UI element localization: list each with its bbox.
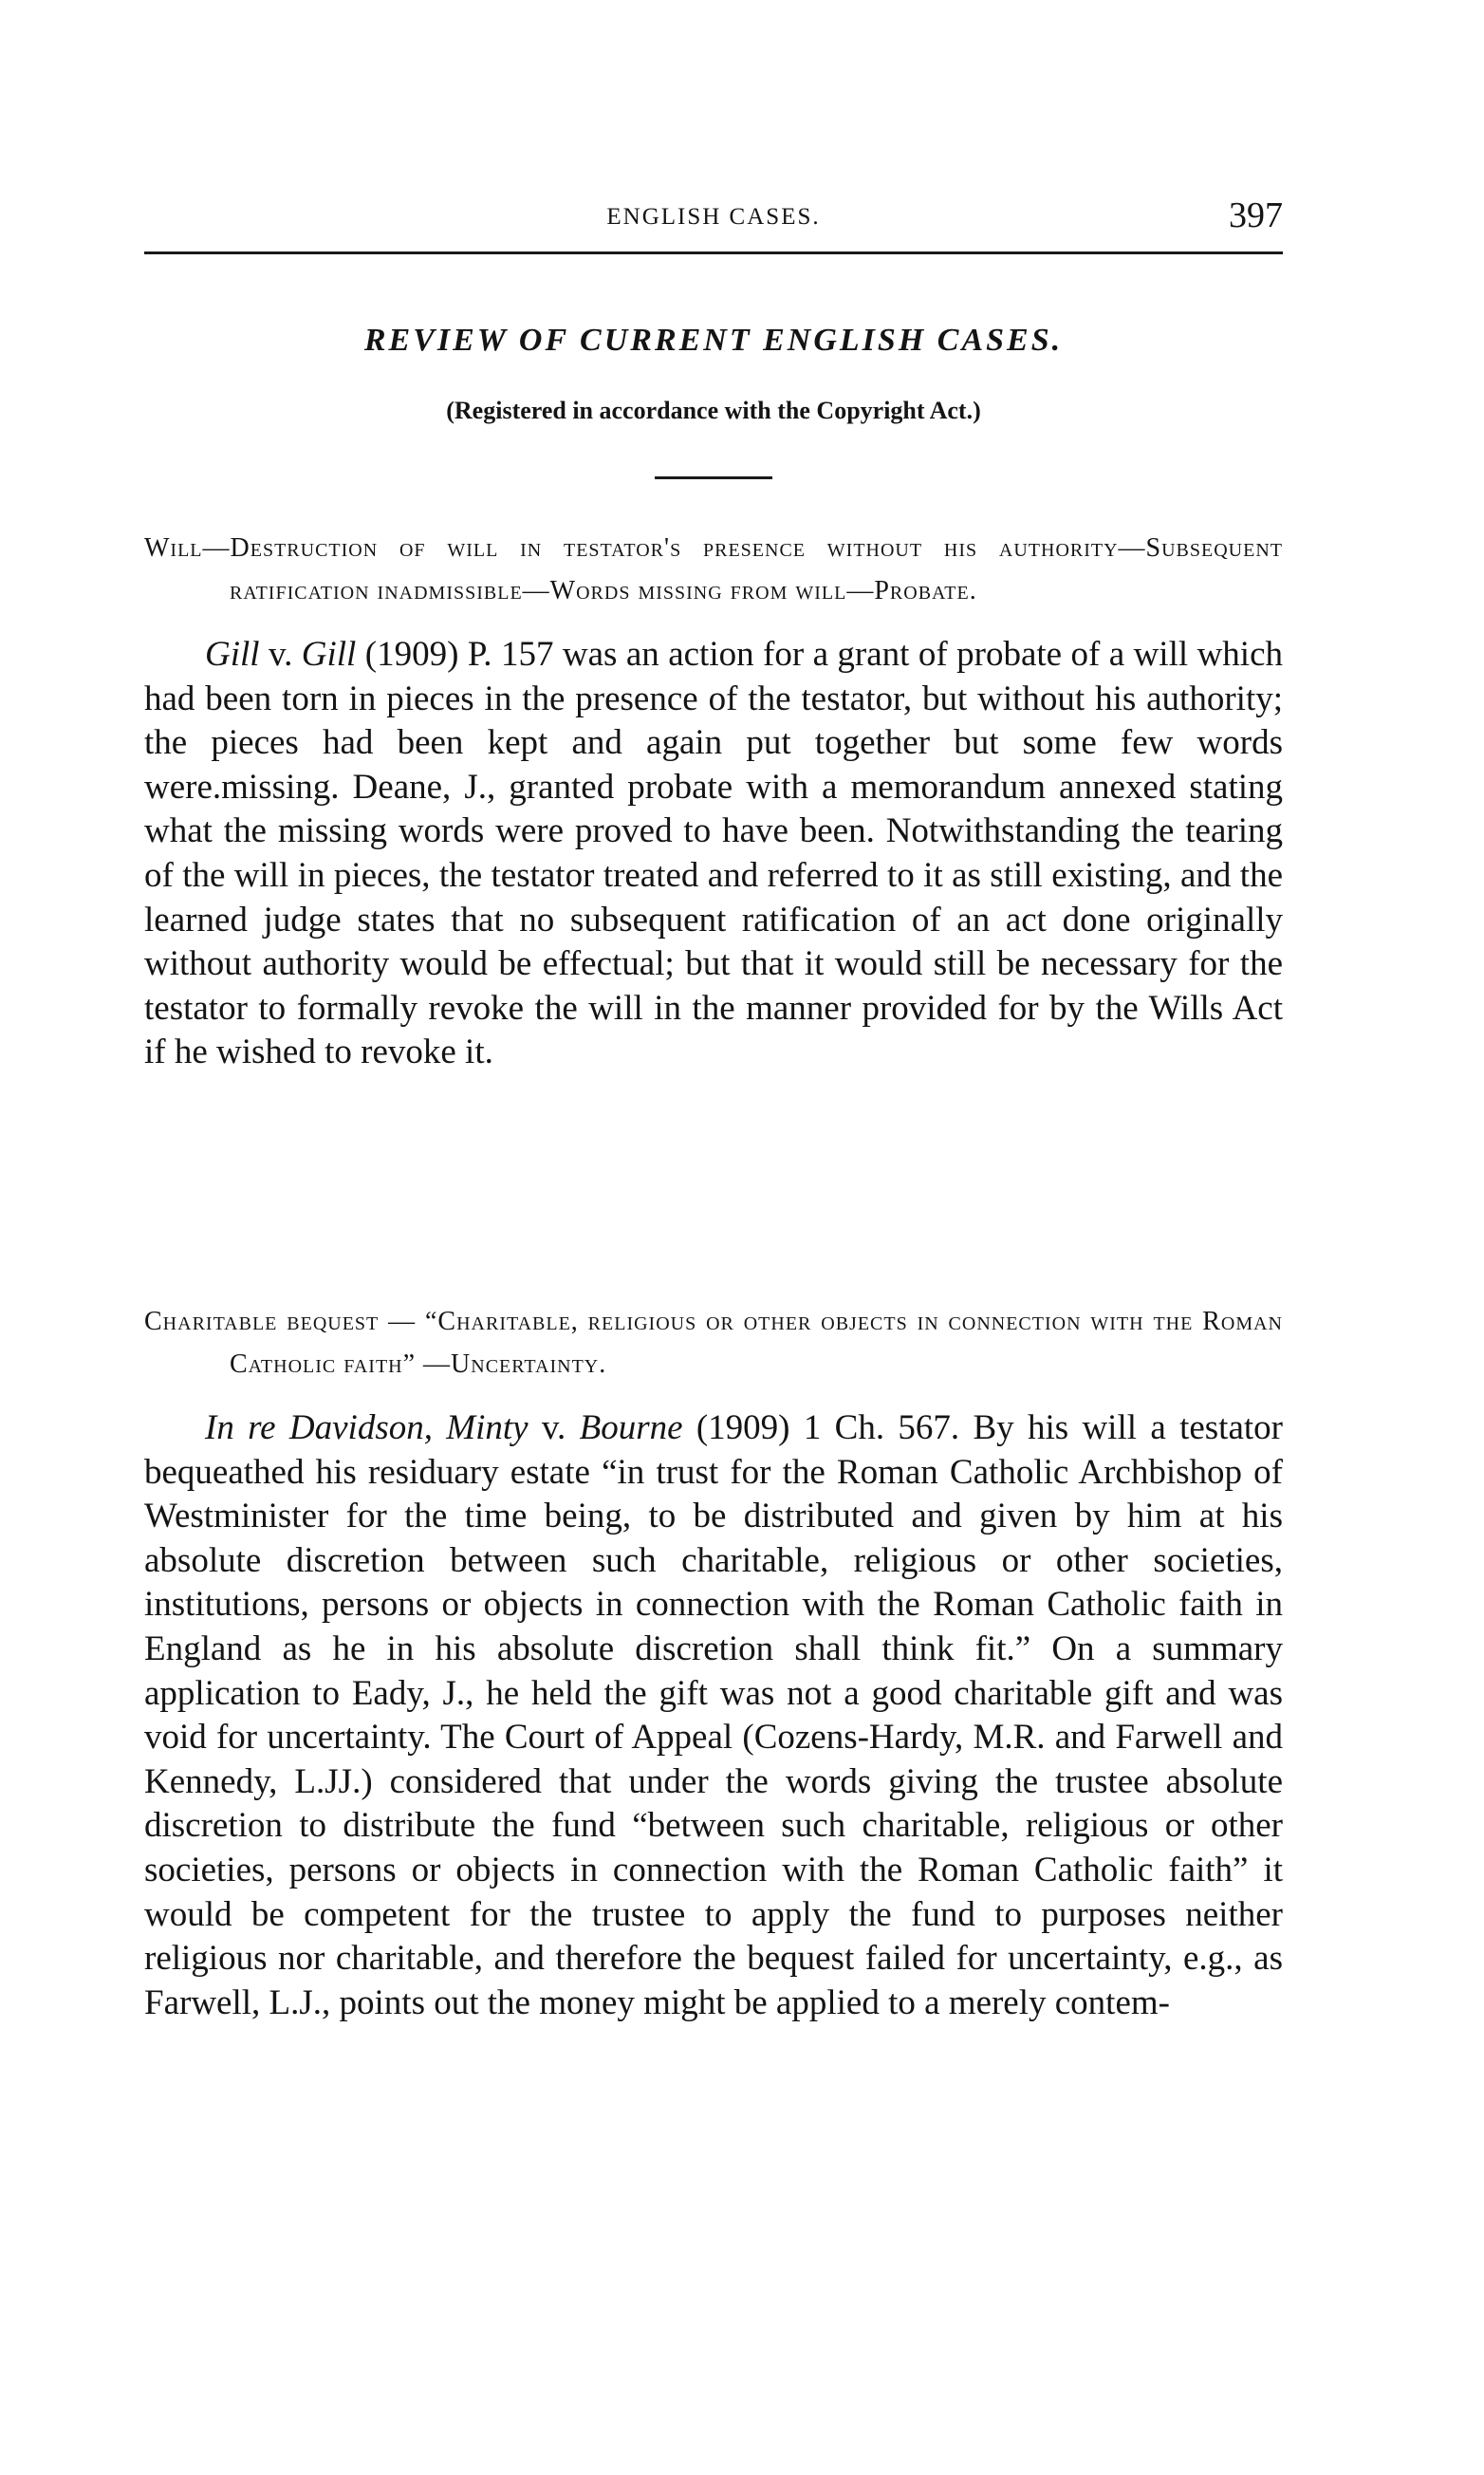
- running-title: ENGLISH CASES.: [606, 204, 821, 230]
- review-title: REVIEW OF CURRENT ENGLISH CASES.: [363, 323, 1064, 358]
- running-head: [144, 195, 1283, 242]
- case-section-1: [144, 527, 1283, 1075]
- case-name: Bourne: [579, 1408, 683, 1447]
- review-subtitle: (Registered in accordance with the Copyright Act.): [446, 397, 981, 424]
- case-versus: v.: [528, 1408, 580, 1447]
- document-page: [144, 0, 1283, 2475]
- case-text: (1909) 1 Ch. 567. By his will a testator bequeathed his residuary estate “in trust for the Roman Catholic Archbishop of Westminister for the time being, to be distributed and given by him at his absolute discretion between such charitable, religious or other societies, institutions, persons or objects in connection with the Roman Catholic faith in England as he in his absolute discretion shall think fit.” On a summary application to Eady, J., he held the gift was not a good charitable gift and was void for uncertainty. The Court of Appeal (Cozens-Hardy, M.R. and Farwell and Kennedy, L.JJ.) considered that under the words giving the trustee absolute discretion to distribute the fund “between such charitable, religious or other societies, persons or objects in connection with the Roman Catholic faith” it would be competent for the trustee to apply the fund to purposes neither religious nor charitable, and therefore the bequest failed for uncertainty, e.g., as Farwell, L.J., points out the money might be applied to a merely contem-: [144, 1408, 1283, 2022]
- case-headnote: Charitable bequest — “Charitable, religious or other objects in connection with the Roman Catholic faith” —Uncertainty.: [144, 1307, 1283, 1379]
- case-section-2: [144, 1300, 1283, 2025]
- case-body: [144, 1406, 1283, 2025]
- case-text: (1909) P. 157 was an action for a grant of probate of a will which had been torn in pieces in the presence of the testator, but without his authority; the pieces had been kept and again put together but some few words were.missing. Deane, J., granted probate with a memorandum annexed stating what the missing words were proved to have been. Notwithstanding the tearing of the will in pieces, the testator treated and referred to it as still existing, and the learned judge states that no subsequent ratification of an act done originally without authority would be effectual; but that it would still be necessary for the testator to formally revoke the will in the manner provided for by the Wills Act if he wished to revoke it.: [144, 635, 1283, 1072]
- title-rule: [655, 476, 772, 479]
- page-number: 397: [1229, 195, 1283, 235]
- case-headnote: Will—Destruction of will in testator's presence without his authority—Subsequent ratification inadmissible—Words missing from will—Probate.: [144, 533, 1283, 605]
- header-rule: [144, 251, 1283, 254]
- case-name: In re Davidson, Minty: [205, 1408, 529, 1447]
- case-body: [144, 633, 1283, 1075]
- case-versus: v.: [259, 635, 302, 674]
- case-name: Gill: [205, 635, 260, 674]
- case-name: Gill: [301, 635, 357, 674]
